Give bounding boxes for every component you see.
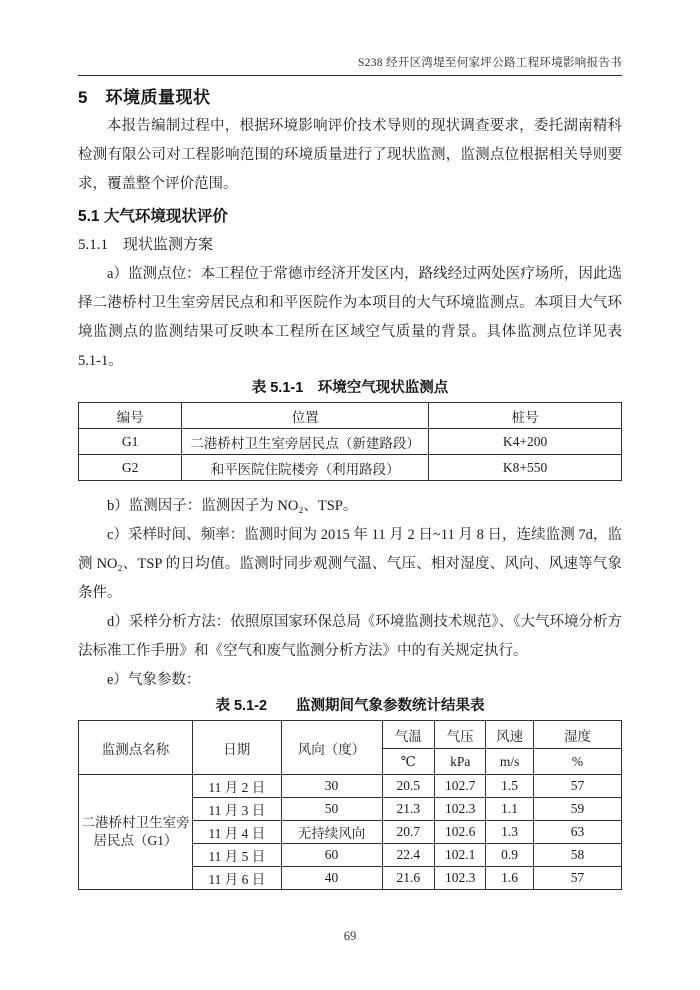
cell-pressure: 102.1 bbox=[435, 844, 486, 867]
col-header-wind-direction: 风向（度） bbox=[281, 721, 382, 775]
meteorological-parameters-table bbox=[78, 720, 622, 890]
cell-wind-speed: 1.3 bbox=[486, 821, 534, 844]
col-header-stake: 桩号 bbox=[429, 403, 622, 429]
cell-humidity: 57 bbox=[533, 867, 621, 890]
unit-pressure: kPa bbox=[435, 749, 486, 775]
cell-stake: K4+200 bbox=[429, 429, 622, 455]
table-row bbox=[79, 775, 622, 798]
cell-wind-direction: 40 bbox=[281, 867, 382, 890]
cell-wind-direction: 无持续风向 bbox=[281, 821, 382, 844]
item-c-paragraph: c）采样时间、频率：监测时间为 2015 年 11 月 2 日~11 月 8 日，连续监测 7d，监测 NO₂、TSP 的日均值。监测时同步观测气温、气压、相对湿度、风向、风速等气象条件。 bbox=[78, 527, 622, 601]
cell-pressure: 102.7 bbox=[435, 775, 486, 798]
cell-temperature: 20.5 bbox=[382, 775, 435, 798]
item-a-paragraph: a）监测点位：本工程位于常德市经济开发区内，路线经过两处医疗场所，因此选择二港桥村卫生室旁居民点和和平医院作为本项目的大气环境监测点。本项目大气环境监测点的监测结果可反映本工程所在区域空气质量的背景。具体监测点位详见表 5.1-1。 bbox=[78, 266, 622, 369]
section-5-1-1-heading: 5.1.1 现状监测方案 bbox=[78, 237, 214, 253]
cell-temperature: 21.3 bbox=[382, 798, 435, 821]
unit-wind-speed: m/s bbox=[486, 749, 534, 775]
col-header-temperature: 气温 bbox=[382, 721, 435, 749]
cell-humidity: 63 bbox=[533, 821, 621, 844]
table-header-row bbox=[79, 403, 622, 429]
cell-humidity: 59 bbox=[533, 798, 621, 821]
col-header-humidity: 湿度 bbox=[533, 721, 621, 749]
unit-temperature: ℃ bbox=[382, 749, 435, 775]
running-head: S238 经开区湾堤至何家坪公路工程环境影响报告书 bbox=[78, 56, 622, 76]
table-row bbox=[79, 429, 622, 455]
table-5-1-1-caption: 表 5.1-1 环境空气现状监测点 bbox=[251, 380, 449, 396]
col-header-pressure: 气压 bbox=[435, 721, 486, 749]
cell-temperature: 22.4 bbox=[382, 844, 435, 867]
intro-paragraph: 本报告编制过程中，根据环境影响评价技术导则的现状调查要求，委托湖南精科检测有限公司对工程影响范围的环境质量进行了现状监测，监测点位根据相关导则要求，覆盖整个评价范围。 bbox=[78, 118, 622, 192]
table-5-1-2-caption: 表 5.1-2 监测期间气象参数统计结果表 bbox=[215, 698, 485, 714]
col-header-site: 监测点名称 bbox=[79, 721, 193, 775]
cell-humidity: 57 bbox=[533, 775, 621, 798]
cell-location: 二港桥村卫生室旁居民点（新建路段） bbox=[182, 429, 429, 455]
item-d-paragraph: d）采样分析方法：依照原国家环保总局《环境监测技术规范》、《大气环境分析方法标准工作手册》和《空气和废气监测分析方法》中的有关规定执行。 bbox=[78, 614, 622, 659]
cell-pressure: 102.3 bbox=[435, 798, 486, 821]
cell-pressure: 102.3 bbox=[435, 867, 486, 890]
cell-wind-speed: 1.1 bbox=[486, 798, 534, 821]
section-5-1-heading: 5.1 大气环境现状评价 bbox=[78, 208, 228, 225]
col-header-id: 编号 bbox=[79, 403, 182, 429]
cell-stake: K8+550 bbox=[429, 455, 622, 481]
cell-wind-speed: 0.9 bbox=[486, 844, 534, 867]
cell-date: 11 月 6 日 bbox=[193, 867, 282, 890]
cell-id: G2 bbox=[79, 455, 182, 481]
item-e-paragraph: e）气象参数： bbox=[107, 672, 201, 688]
cell-id: G1 bbox=[79, 429, 182, 455]
cell-pressure: 102.6 bbox=[435, 821, 486, 844]
cell-temperature: 21.6 bbox=[382, 867, 435, 890]
col-header-wind-speed: 风速 bbox=[486, 721, 534, 749]
cell-date: 11 月 4 日 bbox=[193, 821, 282, 844]
page-number: 69 bbox=[343, 929, 357, 943]
cell-wind-direction: 30 bbox=[281, 775, 382, 798]
cell-wind-direction: 60 bbox=[281, 844, 382, 867]
table-header-row bbox=[79, 721, 622, 749]
cell-date: 11 月 3 日 bbox=[193, 798, 282, 821]
cell-location: 和平医院住院楼旁（利用路段） bbox=[182, 455, 429, 481]
cell-date: 11 月 2 日 bbox=[193, 775, 282, 798]
cell-wind-speed: 1.6 bbox=[486, 867, 534, 890]
cell-wind-direction: 50 bbox=[281, 798, 382, 821]
section-5-heading: 5 环境质量现状 bbox=[78, 88, 211, 107]
table-row bbox=[79, 455, 622, 481]
cell-site-label: 二港桥村卫生室旁居民点（G1） bbox=[79, 775, 193, 890]
unit-humidity: % bbox=[533, 749, 621, 775]
air-monitoring-points-table bbox=[78, 402, 622, 481]
cell-date: 11 月 5 日 bbox=[193, 844, 282, 867]
col-header-date: 日期 bbox=[193, 721, 282, 775]
cell-wind-speed: 1.5 bbox=[486, 775, 534, 798]
cell-temperature: 20.7 bbox=[382, 821, 435, 844]
item-b-paragraph: b）监测因子：监测因子为 NO₂、TSP。 bbox=[107, 498, 358, 514]
col-header-location: 位置 bbox=[182, 403, 429, 429]
cell-humidity: 58 bbox=[533, 844, 621, 867]
